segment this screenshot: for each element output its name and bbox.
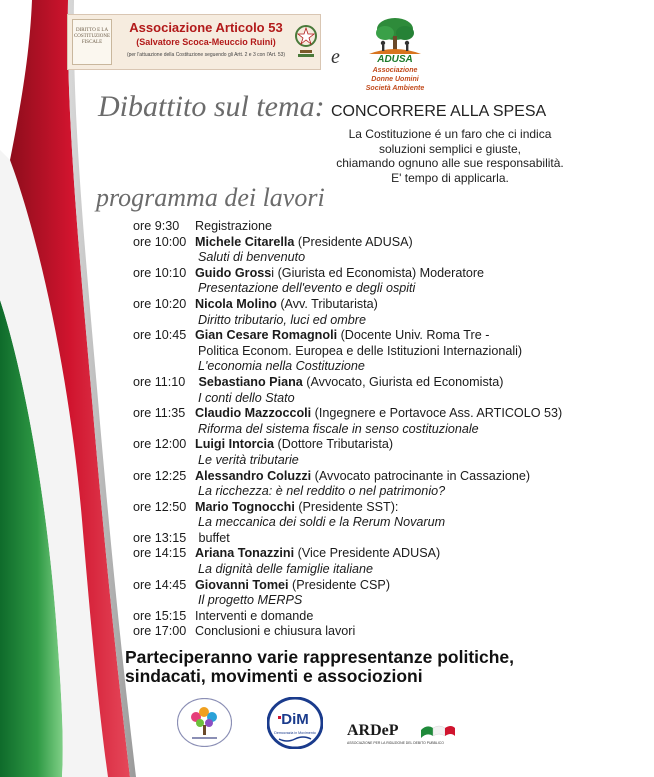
talk-title: Saluti di benvenuto (198, 250, 306, 265)
program-label: programma dei lavori (96, 183, 325, 212)
description-line: La Costituzione é un faro che ci indica (348, 127, 552, 141)
talk-title: L'economia nella Costituzione (198, 359, 365, 374)
closing-statement (125, 648, 514, 686)
agenda-time: ore 15:15 (133, 608, 187, 623)
ardep-logo (345, 718, 457, 748)
agenda-role: (Docente Univ. Roma Tre - (337, 328, 490, 343)
tree-of-hands-logo (177, 698, 232, 747)
agenda-role-continued: Politica Econom. Europea e delle Istituzioni Internazionali) (198, 343, 523, 358)
agenda-role: (Ingegnere e Portavoce Ass. ARTICOLO 53) (311, 406, 563, 421)
talk-title: La ricchezza: è nel reddito o nel patrimonio? (198, 484, 446, 499)
agenda-role: Interventi e domande (195, 608, 314, 623)
agenda-time: ore 17:00 (133, 624, 187, 639)
agenda-role: (Presidente SST): (294, 499, 399, 514)
agenda-item (133, 297, 613, 313)
agenda-item (133, 500, 613, 516)
talk-title: Il progetto MERPS (198, 593, 303, 608)
talk-title: Diritto tributario, luci ed ombre (198, 312, 366, 327)
agenda-role: (Vice Presidente ADUSA) (294, 546, 441, 561)
tree-icon (355, 16, 435, 56)
description-line: soluzioni semplici e giuste, (378, 141, 522, 156)
agenda-item (133, 266, 613, 282)
speaker-name: Ariana Tonazzini (195, 546, 295, 561)
constitution-book-icon: DIRITTO E LA COSTITUZIONE FISCALE (72, 19, 112, 65)
speaker-name: Mario Tognocchi (195, 499, 295, 514)
talk-title: Le verità tributarie (198, 452, 299, 467)
agenda-item (133, 578, 613, 594)
agenda-time: ore 12:25 (133, 468, 187, 483)
agenda-item (133, 328, 613, 344)
agenda-role: Conclusioni e chiusura lavori (195, 624, 356, 639)
speaker-name: Luigi Intorcia (195, 437, 275, 452)
agenda-time: ore 12:50 (133, 499, 187, 514)
agenda-item (133, 406, 613, 422)
description-line: E' tempo di applicarla. (391, 170, 509, 185)
adusa-name: ADUSA (377, 54, 413, 65)
agenda-item (133, 235, 613, 251)
agenda-time: ore 10:00 (133, 234, 187, 249)
association-articolo53-banner (67, 14, 321, 70)
dim-logo-text: DiM (281, 711, 309, 728)
debate-label: Dibattito sul tema: (98, 90, 325, 123)
agenda-time: ore 13:15 (133, 530, 187, 545)
agenda-item (133, 624, 613, 640)
talk-title: Presentazione dell'evento e degli ospiti (198, 281, 416, 296)
agenda-item (133, 375, 613, 391)
dim-logo (267, 697, 323, 749)
talk-title: La dignità delle famiglie italiane (198, 562, 374, 577)
agenda-time: ore 14:45 (133, 577, 187, 592)
agenda-item (133, 531, 613, 547)
agenda-time: ore 11:35 (133, 406, 186, 421)
agenda-time: ore 10:20 (133, 296, 187, 311)
agenda-item (133, 469, 613, 485)
agenda-time: ore 10:45 (133, 328, 187, 343)
debate-topic: CONCORRERE ALLA SPESA (331, 103, 547, 120)
association-name: Associazione Articolo 53 (129, 20, 283, 35)
talk-title: La meccanica dei soldi e la Rerum Novarum (198, 515, 446, 530)
closing-line: Parteciperanno varie rappresentanze politiche, (125, 647, 515, 667)
talk-title: Riforma del sistema fiscale in senso costituzionale (198, 421, 479, 436)
agenda-time: ore 12:00 (133, 437, 187, 452)
agenda-item (133, 546, 613, 562)
speaker-name: Alessandro Coluzzi (195, 468, 312, 483)
agenda-role: i (Giurista ed Economista) Moderatore (271, 265, 485, 280)
agenda-role: (Dottore Tributarista) (274, 437, 394, 452)
adusa-logo (355, 16, 435, 94)
agenda-time: ore 11:10 (133, 374, 186, 389)
agenda-role: (Avvocato, Giurista ed Economista) (302, 374, 504, 389)
speaker-name: Sebastiano Piana (195, 374, 303, 389)
speaker-name: Nicola Molino (195, 296, 277, 311)
debate-description (300, 127, 600, 185)
ardep-logo-text: ARDeP (347, 722, 399, 739)
agenda-time: ore 10:10 (133, 265, 187, 280)
adusa-line: Associazione (372, 67, 418, 74)
agenda-role: (Avv. Tributarista) (276, 296, 378, 311)
agenda-role: Registrazione (195, 219, 273, 233)
agenda-role: (Presidente CSP) (288, 577, 391, 592)
agenda-time: ore 14:15 (133, 546, 187, 561)
agenda-role: buffet (195, 530, 230, 545)
conjunction-text: e (331, 46, 340, 68)
talk-title: I conti dello Stato (198, 390, 295, 405)
description-line: chiamando ognuno alle sue responsabilità. (336, 156, 564, 170)
association-subtitle: (Salvatore Scoca-Meuccio Ruini) (136, 37, 276, 47)
agenda-list (133, 219, 613, 640)
adusa-line: Donne Uomini (371, 76, 419, 83)
adusa-line: Società Ambiente (365, 85, 425, 92)
speaker-name: Giovanni Tomei (195, 577, 289, 592)
italian-republic-emblem-icon (294, 20, 318, 64)
agenda-item (133, 609, 613, 625)
speaker-name: Michele Citarella (195, 234, 295, 249)
closing-line: sindacati, movimenti e associozioni (125, 666, 423, 686)
agenda-role: (Presidente ADUSA) (294, 234, 413, 249)
agenda-role: (Avvocato patrocinante in Cassazione) (311, 468, 531, 483)
speaker-name: Claudio Mazzoccoli (195, 406, 312, 421)
agenda-item (133, 219, 613, 235)
ardep-logo-subtitle: ASSOCIAZIONE PER LA RIDUZIONE DEL DEBITO PUBBLICO (347, 741, 444, 745)
agenda-item (133, 437, 613, 453)
speaker-name: Gian Cesare Romagnoli (195, 328, 338, 343)
speaker-name: Guido Gross (195, 265, 272, 280)
agenda-time: ore 9:30 (133, 219, 180, 233)
association-tagline: (per l'attuazione della Costituzione seguendo gli Artt. 2 e 3 con l'Art. 53) (126, 52, 286, 58)
dim-logo-subtitle: Democrazia in Movimento (274, 731, 316, 735)
